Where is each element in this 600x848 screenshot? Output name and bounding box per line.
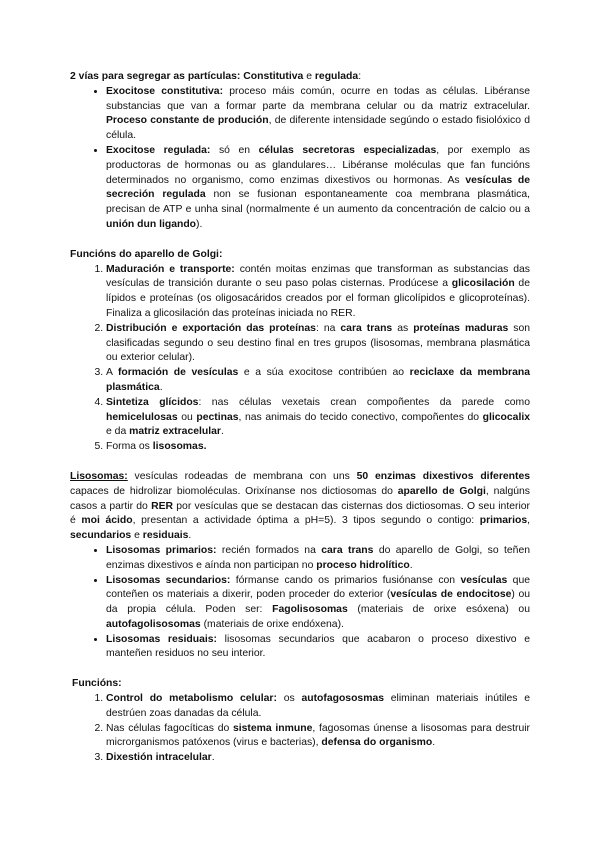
list-item-secondary: [106, 574, 530, 633]
list-item: [106, 366, 530, 396]
bold-text: glicosilación: [451, 278, 515, 290]
bold-text: Fagolisosomas: [272, 604, 348, 616]
text: ou: [177, 411, 197, 423]
text: : nas células vexetais crean compoñentes da parede como: [198, 396, 530, 408]
bold-text: vesículas de endocitose: [390, 589, 512, 601]
bold-text: sistema inmune: [232, 722, 313, 734]
bold-text: primarios: [479, 515, 528, 527]
item-title: Maduración e transporte:: [106, 263, 235, 275]
text: e da: [106, 426, 130, 438]
text: vesículas rodeadas de membrana con uns: [127, 470, 357, 482]
bold-text: 50 enzimas dixestivos diferentes: [356, 470, 530, 482]
bold-text: matriz extracelular: [129, 426, 221, 438]
list-item: [106, 692, 530, 722]
text: os: [276, 693, 302, 705]
list-item: [106, 263, 530, 322]
spacer: [70, 662, 530, 677]
text: .: [432, 737, 436, 749]
bold-text: unión dun ligando: [106, 218, 197, 230]
text: de lípidos e proteínas (os oligosacáridos creados por el forman glicolípidos e glicoproteínas). Finaliza a glicosilación das proteínas iniciada no RER.: [106, 278, 530, 319]
bold-text: formación de vesículas: [117, 367, 239, 379]
text: , fagosomas únense a lisosomas para destruir microrganismos patóxenos (virus e bacterias),: [106, 722, 530, 749]
text: só en: [210, 144, 259, 156]
bold-text: proteínas maduras: [413, 322, 509, 334]
text: ) ou da propia célula. Poden ser:: [106, 589, 531, 616]
list-item-regulated: [106, 144, 530, 233]
text: .: [409, 559, 413, 571]
bold-text: vesículas: [460, 574, 508, 586]
bold-text: pectinas: [196, 411, 239, 423]
text: lisosomas secundarios que acabaron o proceso dixestivo e manteñen residuos no seu interior.: [106, 633, 530, 660]
list-item: [106, 751, 530, 766]
golgi-heading: [70, 248, 530, 263]
bold-text: moi ácido: [81, 515, 133, 527]
text: recién formados na: [216, 544, 322, 556]
bold-text: hemicelulosas: [106, 411, 178, 423]
functions-heading: [70, 677, 530, 692]
bold-text: glicocalix: [482, 411, 530, 423]
bold-text: Proceso constante de produción: [106, 115, 269, 127]
bold-text: proceso hidrolítico: [316, 559, 410, 571]
lysosome-functions-list: [70, 692, 530, 766]
text: non se fusionan espontaneamente coa membrana plasmática, precisan de ATP e unha sinal (normalmente é un aumento da concentración de calcio ou a: [106, 189, 531, 216]
text: , nalgúns casos a partir do: [70, 485, 530, 512]
text: e a súa exocitose contribúen ao: [238, 367, 410, 379]
text: .: [159, 381, 163, 393]
text: capaces de hidrolizar biomoléculas. Orixínanse nos dictiosomas do: [70, 485, 398, 497]
item-title: Lisosomas primarios:: [106, 544, 217, 556]
bold-text: vesículas de secreción regulada: [106, 174, 530, 201]
text: proceso máis común, ocurre en todas as células. Libéranse substancias que van a formar parte da membrana celular ou da matriz extracelular.: [106, 85, 530, 112]
text: (materiais de orixe esóxena) ou: [347, 604, 530, 616]
text: que conteñen os materiais a dixerir, poden proceder do exterior (: [106, 574, 530, 601]
text: .: [188, 530, 192, 542]
text: ).: [196, 218, 203, 230]
text: Nas células fagocíticas do: [106, 722, 233, 734]
item-title: Dixestión intracelular: [106, 752, 212, 764]
text: , de diferente intensidade segúndo o estado fisiolóxico d célula.: [106, 115, 530, 142]
list-item: [106, 322, 530, 366]
lysosome-types-list: [70, 544, 530, 662]
text: contén moitas enzimas que transforman as substancias das vesículas de transición durante o seu paso polas cisternas. Prodúcese a: [106, 263, 530, 290]
text: (materiais de orixe endóxena).: [200, 618, 344, 630]
item-title: Lisosomas residuais:: [106, 633, 218, 645]
bold-text: autofagolisosomas: [106, 618, 201, 630]
list-item-residual: [106, 633, 530, 663]
secretion-list: [70, 85, 530, 233]
bold-text: secundarios: [70, 530, 132, 542]
text: fórmanse cando os primarios fusiónanse con: [230, 574, 461, 586]
list-item-constitutive: [106, 85, 530, 144]
section-heading: Funcións:: [72, 678, 122, 690]
item-title: Lisosomas secundarios:: [106, 574, 231, 586]
list-item: [106, 396, 530, 440]
bold-text: células secretoras especializadas: [258, 144, 437, 156]
bold-text: RER: [151, 500, 174, 512]
text: son clasificadas segundo o seu destino final en tres grupos (lisosomas, membrana plasmática ou exterior celular).: [106, 322, 531, 364]
text: e: [131, 530, 143, 542]
spacer: [70, 233, 530, 248]
text: eliminan materiais inútiles e destrúen zoas danadas da célula.: [106, 693, 530, 719]
bold-text: residuais: [142, 530, 189, 542]
item-title: Sintetiza glícidos: [106, 396, 199, 408]
bold-text: reciclaxe da membrana plasmática: [106, 367, 531, 393]
text: :: [358, 71, 362, 82]
list-item-primary: [106, 544, 530, 574]
bold-text: cara trans: [340, 322, 393, 334]
text: , presentan a actividade óptima a pH=5). 3 tipos segundo o contigo:: [132, 515, 480, 527]
text: e: [303, 71, 315, 82]
bold-text: 2 vías para segregar as partículas: Constitutiva: [70, 71, 304, 82]
bold-text: lisosomas.: [152, 441, 207, 453]
lysosomes-paragraph: [70, 470, 530, 544]
term: [70, 471, 128, 482]
item-title: Distribución e exportación das proteínas: [106, 322, 316, 334]
bold-text: autofagososmas: [301, 693, 385, 705]
golgi-functions-list: [70, 263, 530, 455]
text: : na: [315, 322, 341, 334]
text: , por exemplo as productoras de hormonas ou as glandulares… Libéranse moléculas que fan funcións determinados no organismo, como enzimas dixestivos ou hormonas. As: [106, 144, 531, 186]
text: .: [220, 426, 224, 438]
section-heading: Funcións do aparello de Golgi:: [70, 248, 223, 260]
bold-text: defensa do organismo: [321, 737, 433, 749]
item-title: Control do metabolismo celular:: [106, 693, 277, 705]
text: por vesículas que se destacan das cisternas dos dictiosomas. O seu interior é: [70, 500, 531, 527]
text: A: [106, 367, 118, 379]
item-title: Exocitose constitutiva:: [106, 85, 224, 97]
bold-text: aparello de Golgi: [397, 485, 486, 497]
text: ,: [527, 515, 530, 527]
bold-text: cara trans: [321, 544, 374, 556]
list-item: [106, 722, 530, 752]
text: do aparello de Golgi, so teñen enzimas dixestivos e aínda non participan no: [106, 544, 531, 571]
text: , nas animais do tecido conectivo, compoñentes do: [238, 411, 483, 423]
text: Forma os: [106, 441, 153, 453]
secretion-intro: [70, 70, 530, 85]
bold-text: regulada: [314, 71, 359, 82]
text: .: [211, 752, 215, 764]
list-item: [106, 440, 530, 455]
text: as: [392, 322, 414, 334]
term-underlined: Lisosomas:: [70, 470, 128, 482]
item-title: Exocitose regulada:: [106, 144, 211, 156]
spacer: [70, 455, 530, 470]
